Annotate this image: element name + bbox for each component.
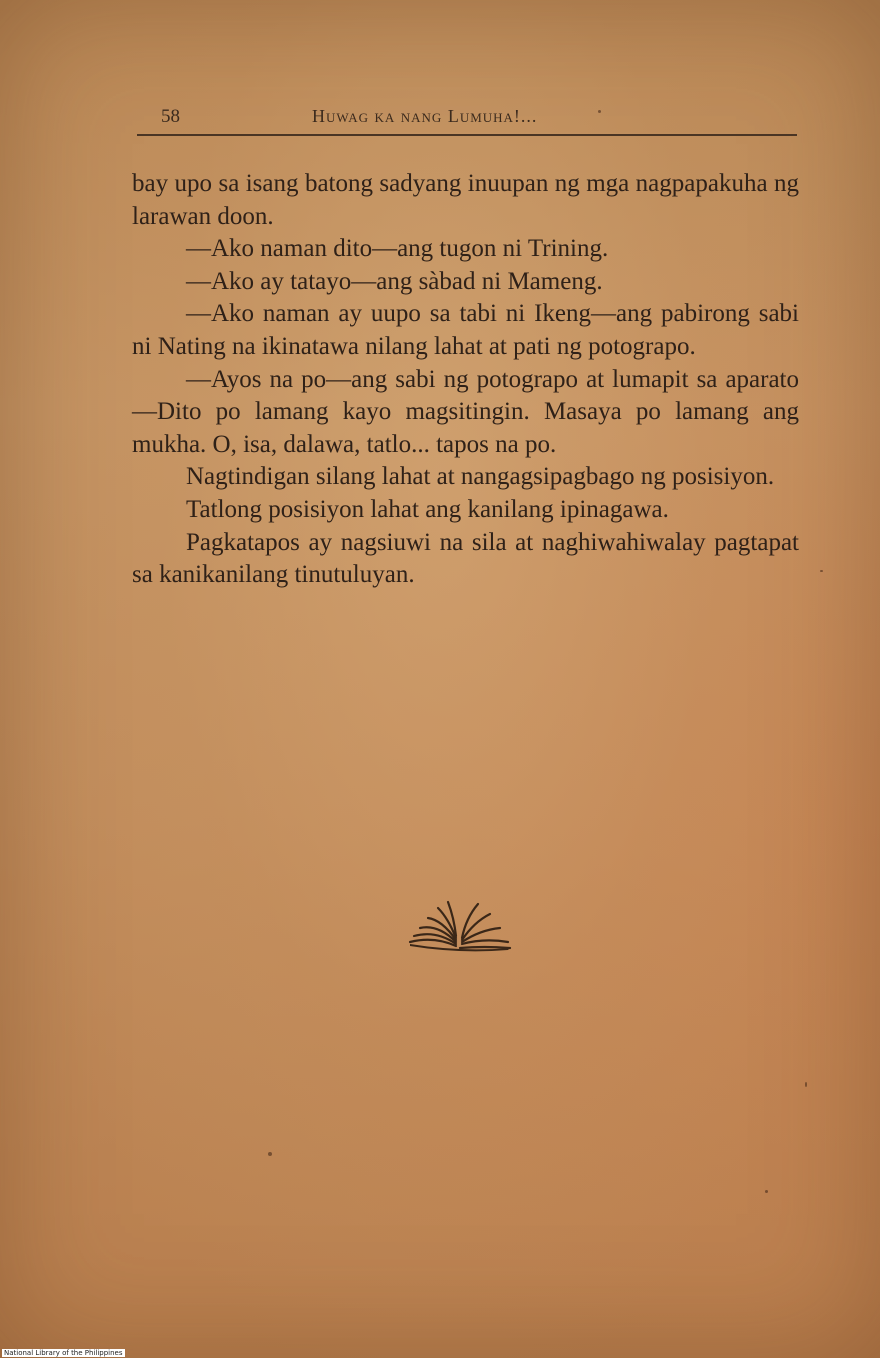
page-number: 58 [161,106,180,127]
paper-speck [805,1082,807,1087]
paper-speck [820,570,823,572]
fan-leaf-ornament-icon [404,896,514,954]
paragraph: —Ako ay tatayo—ang sàbad ni Mameng. [186,267,603,295]
paragraph: —Ayos na po—ang sabi ng potograpo at lumapit sa aparato—Dito po lamang kayo magsitingin. Masaya po lamang ang mukha. O, isa, dalawa, tatlo... tapos na po. [132,365,799,458]
library-credit: National Library of the Philippines [4,1349,123,1357]
paragraph: bay upo sa isang batong sadyang inuupan ng mga nagpapakuha ng larawan doon. [132,170,799,230]
running-header [137,104,797,136]
paragraph: Pagkatapos ay nagsiuwi na sila at naghiwahiwalay pagtapat sa kanikanilang tinutuluyan. [132,528,799,589]
running-title: Huwag ka nang Lumuha!... [312,106,538,126]
paper-speck [268,1152,272,1156]
paragraph: Nagtindigan silang lahat at nangagsipagbago ng posisiyon. [186,463,775,491]
paragraph: Tatlong posisiyon lahat ang kanilang ipinagawa. [186,495,669,523]
body-text [132,168,799,592]
paragraph: —Ako naman dito—ang tugon ni Trining. [186,235,609,263]
paper-speck [765,1190,768,1193]
paragraph: —Ako naman ay uupo sa tabi ni Ikeng—ang pabirong sabi ni Nating na ikinatawa nilang lahat at pati ng potograpo. [132,300,799,360]
